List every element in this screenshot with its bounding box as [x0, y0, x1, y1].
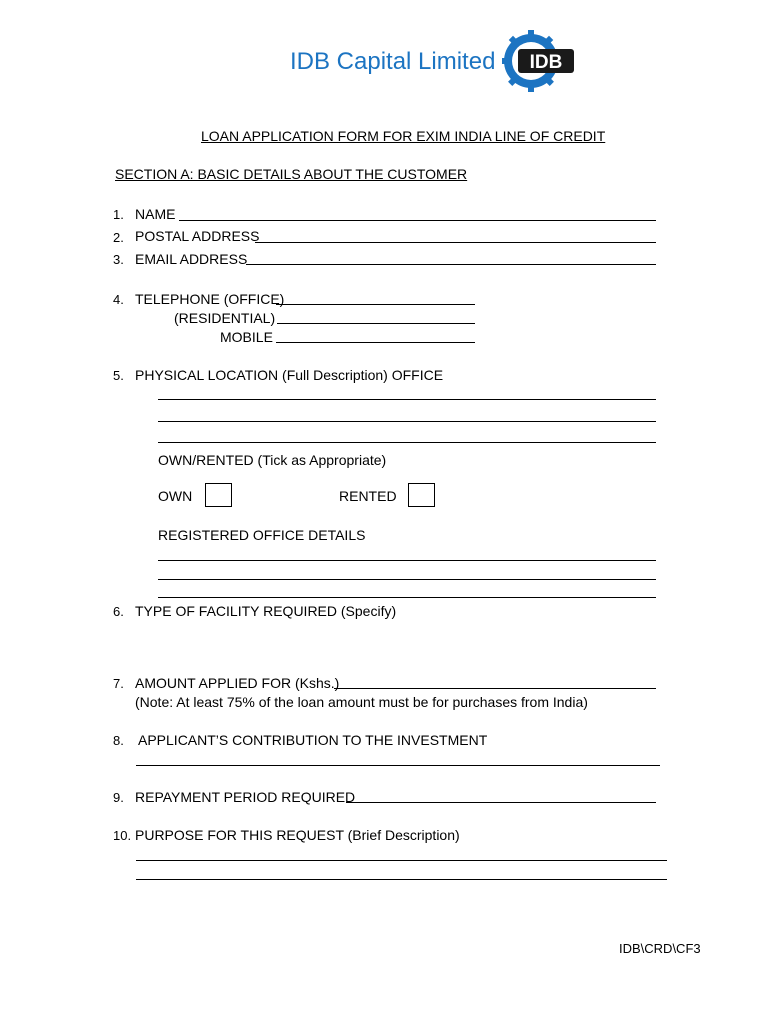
amount-note: (Note: At least 75% of the loan amount must be for purchases from India)	[135, 694, 588, 710]
purpose-line-2[interactable]	[136, 879, 667, 880]
rented-checkbox[interactable]	[408, 483, 435, 507]
physical-location-line-2[interactable]	[158, 421, 656, 422]
item-number-10: 10.	[113, 828, 132, 843]
email-address-field[interactable]	[246, 264, 656, 265]
item-number-9: 9.	[113, 790, 124, 805]
item-number-2: 2.	[113, 230, 124, 245]
contribution-field[interactable]	[136, 765, 660, 766]
document-reference: IDB\CRD\CF3	[619, 941, 701, 956]
item-number-5: 5.	[113, 368, 124, 383]
registered-office-line-2[interactable]	[158, 579, 656, 580]
physical-location-label: PHYSICAL LOCATION (Full Description) OFFICE	[135, 367, 444, 383]
registered-office-line-3[interactable]	[158, 597, 656, 598]
registered-office-line-1[interactable]	[158, 560, 656, 561]
telephone-office-label: TELEPHONE (OFFICE)	[135, 291, 285, 307]
item-number-4: 4.	[113, 292, 124, 307]
telephone-residential-field[interactable]	[277, 323, 475, 324]
company-name: IDB Capital Limited	[290, 48, 496, 75]
amount-applied-field[interactable]	[334, 688, 656, 689]
postal-address-label: POSTAL ADDRESS	[135, 228, 260, 244]
purpose-line-1[interactable]	[136, 860, 667, 861]
own-rented-label: OWN/RENTED (Tick as Appropriate)	[158, 452, 387, 468]
own-checkbox[interactable]	[205, 483, 232, 507]
name-label: NAME	[135, 206, 176, 222]
contribution-label: APPLICANT’S CONTRIBUTION TO THE INVESTMENT	[138, 732, 488, 748]
form-title: LOAN APPLICATION FORM FOR EXIM INDIA LINE OF CREDIT	[201, 128, 606, 144]
idb-gear-logo	[500, 30, 576, 92]
section-a-heading: SECTION A: BASIC DETAILS ABOUT THE CUSTOMER	[115, 166, 468, 182]
telephone-residential-label: (RESIDENTIAL)	[174, 310, 276, 326]
item-number-8: 8.	[113, 733, 124, 748]
facility-type-label: TYPE OF FACILITY REQUIRED (Specify)	[135, 603, 397, 619]
name-field[interactable]	[179, 220, 656, 221]
purpose-label: PURPOSE FOR THIS REQUEST (Brief Description)	[135, 827, 460, 843]
logo-text: IDB	[529, 52, 563, 73]
repayment-period-label: REPAYMENT PERIOD REQUIRED	[135, 789, 356, 805]
mobile-label: MOBILE	[220, 329, 273, 345]
own-label: OWN	[158, 488, 193, 504]
registered-office-label: REGISTERED OFFICE DETAILS	[158, 527, 366, 543]
item-number-3: 3.	[113, 252, 124, 267]
postal-address-field[interactable]	[255, 242, 656, 243]
telephone-office-field[interactable]	[276, 304, 475, 305]
item-number-7: 7.	[113, 676, 124, 691]
physical-location-line-1[interactable]	[158, 399, 656, 400]
physical-location-line-3[interactable]	[158, 442, 656, 443]
item-number-1: 1.	[113, 207, 124, 222]
repayment-period-field[interactable]	[346, 802, 656, 803]
mobile-field[interactable]	[276, 342, 475, 343]
amount-applied-label: AMOUNT APPLIED FOR (Kshs.)	[135, 675, 340, 691]
email-address-label: EMAIL ADDRESS	[135, 251, 248, 267]
item-number-6: 6.	[113, 604, 124, 619]
rented-label: RENTED	[339, 488, 397, 504]
